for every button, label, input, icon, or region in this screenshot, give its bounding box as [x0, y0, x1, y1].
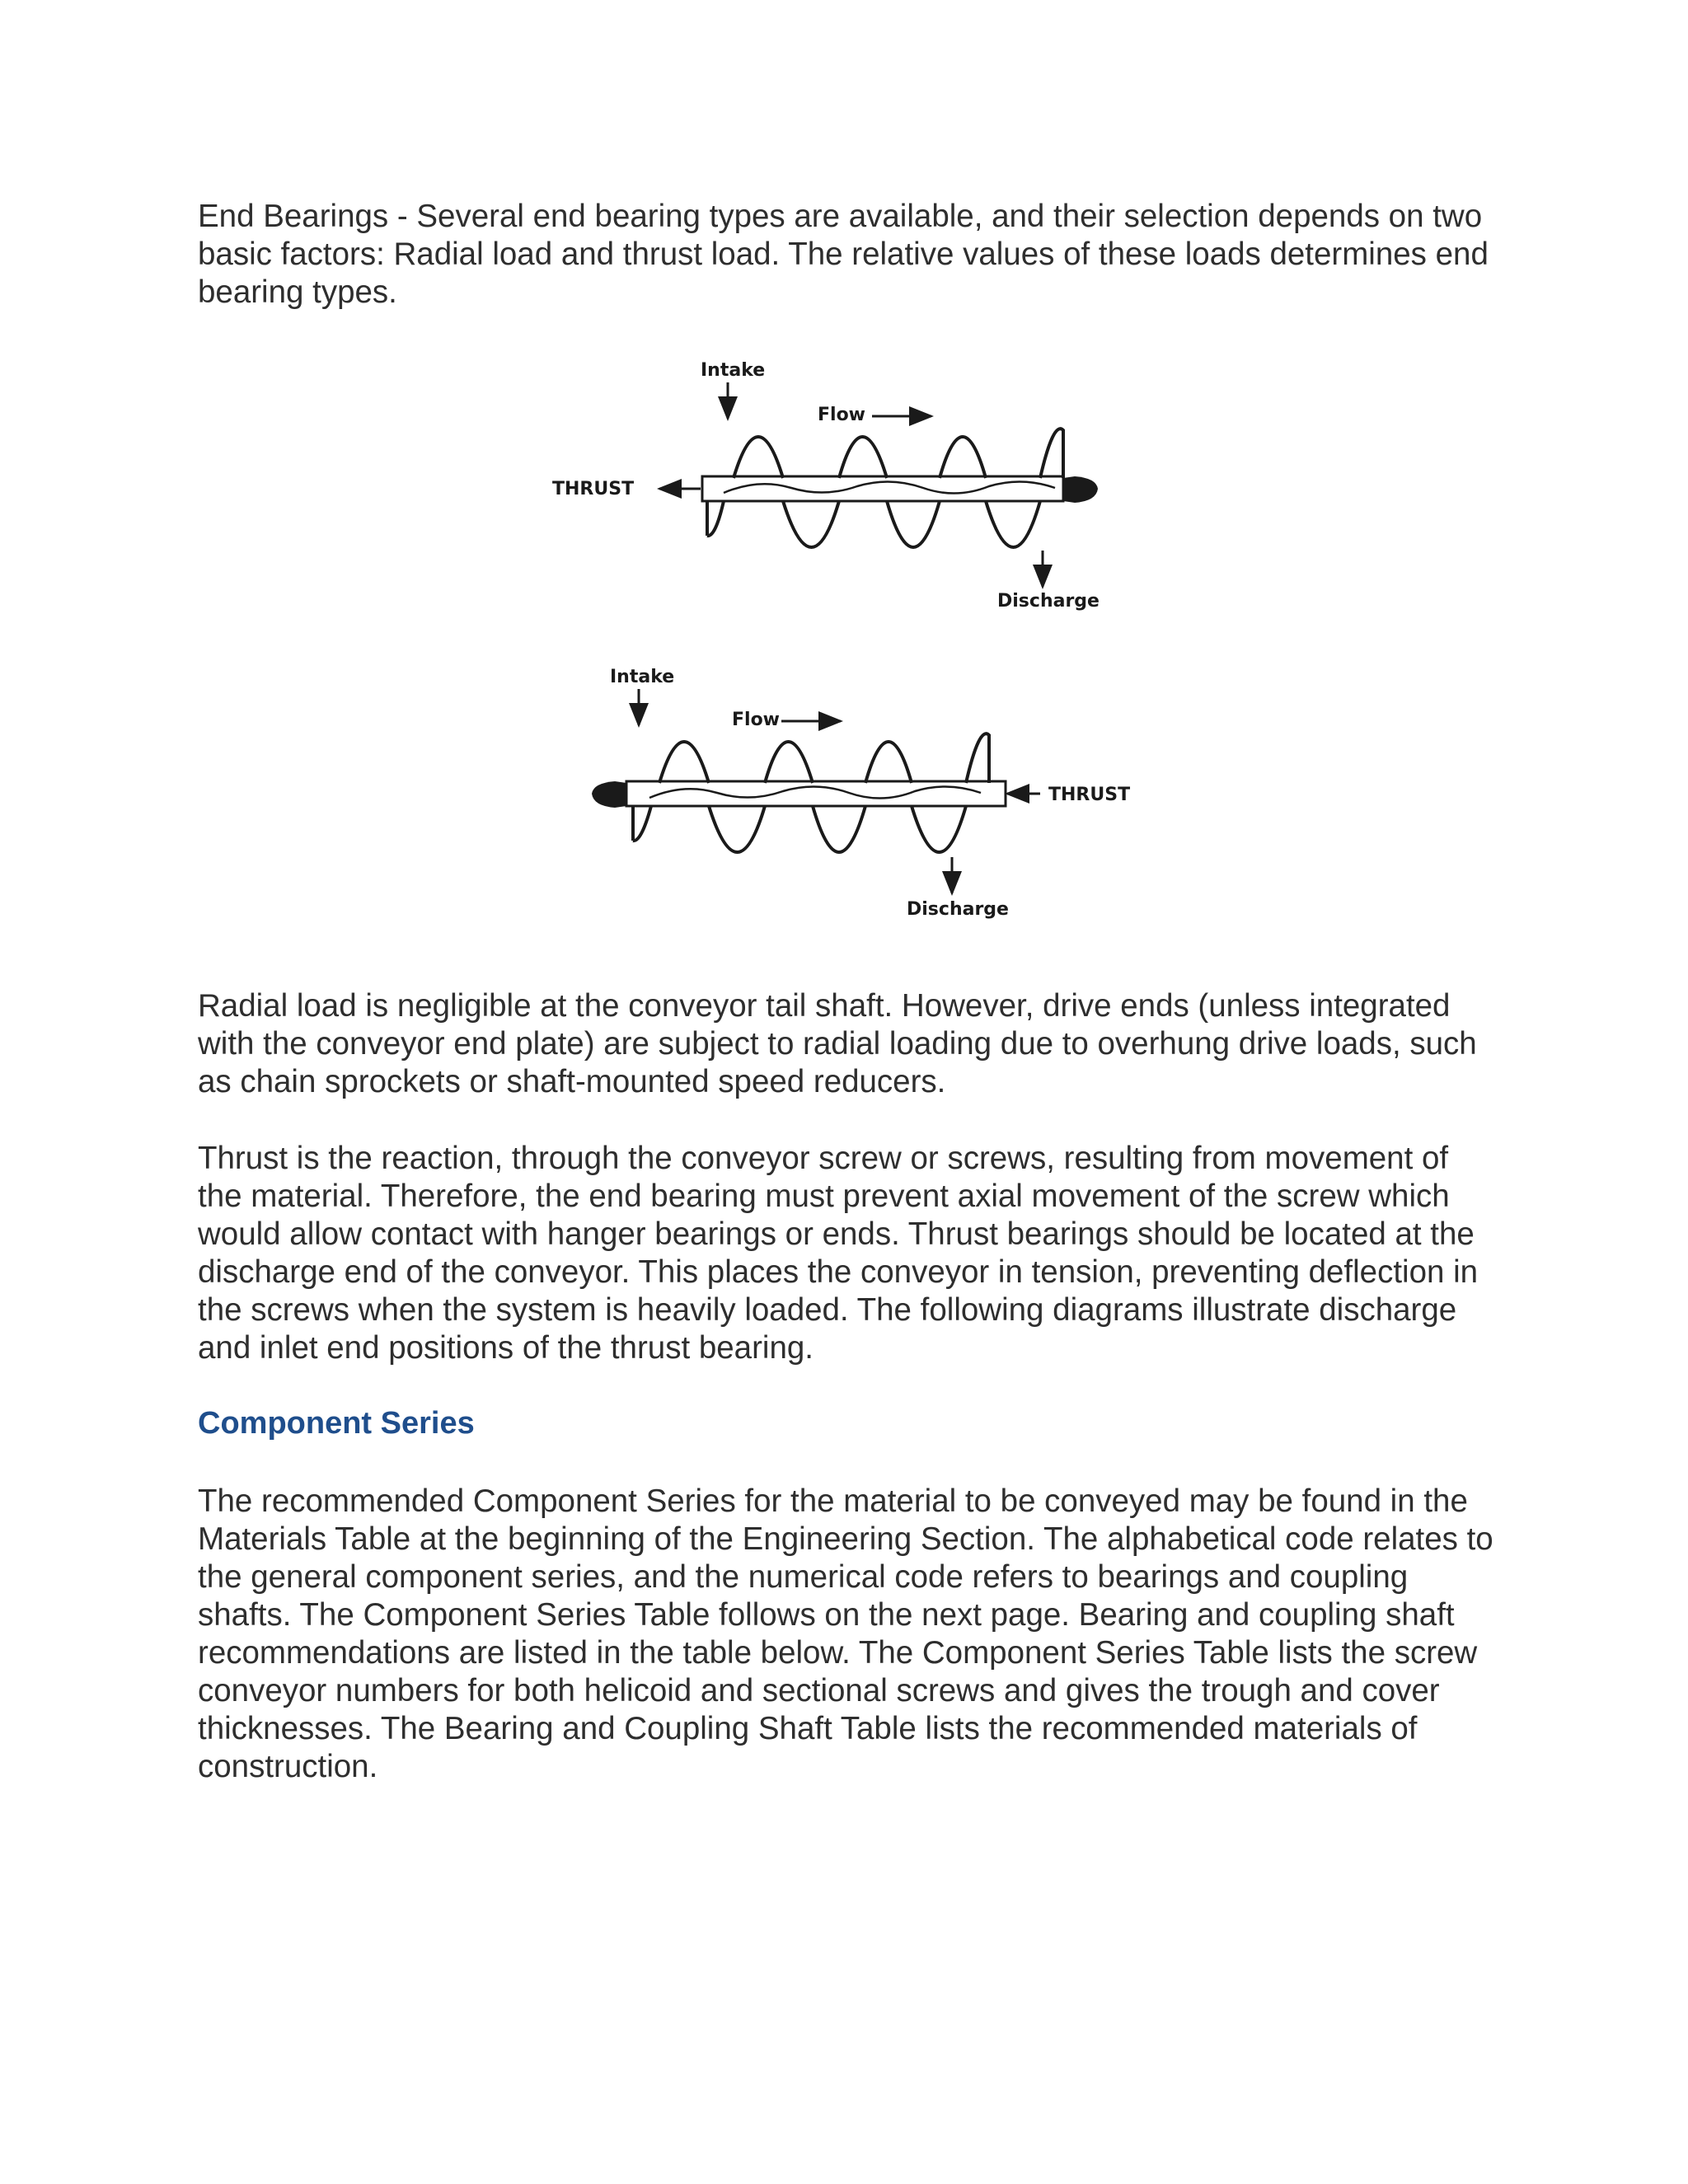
bottom-drive-bearing-icon — [592, 781, 626, 808]
end-bearings-paragraph: End Bearings - Several end bearing types are available, and their selection depends on two basic factors: Radial load and thrust load. The relative values of these loads determines end bearing types. — [198, 199, 1489, 310]
bottom-discharge-label: Discharge — [907, 899, 1009, 920]
bottom-shaft — [626, 781, 1006, 806]
top-drive-bearing-icon — [1063, 476, 1098, 503]
top-thrust-label: THRUST — [552, 479, 635, 499]
component-series-heading: Component Series — [198, 1406, 475, 1441]
bottom-flow-label: Flow — [732, 710, 781, 730]
top-discharge-label: Discharge — [997, 591, 1100, 612]
top-shaft — [702, 476, 1063, 501]
bottom-intake-label: Intake — [610, 667, 675, 687]
top-conveyor — [552, 360, 1100, 612]
top-flow-label: Flow — [818, 405, 866, 425]
screw-conveyor-thrust-diagram — [528, 346, 1154, 948]
thrust-paragraph: Thrust is the reaction, through the conveyor screw or screws, resulting from movement of the material. Therefore, the end bearing must prevent axial movement of the screw which would allow contact with hanger bearings or ends. Thrust bearings should be located at the discharge end of the conveyor. This places the conveyor in tension, preventing deflection in the screws when the system is heavily loaded. The following diagrams illustrate discharge and inlet end positions of the thrust bearing. — [198, 1141, 1479, 1366]
bottom-thrust-label: THRUST — [1048, 785, 1131, 805]
top-intake-label: Intake — [701, 360, 766, 381]
bottom-conveyor — [592, 667, 1130, 920]
radial-load-paragraph: Radial load is negligible at the conveyor tail shaft. However, drive ends (unless integrated with the conveyor end plate) are subject to radial loading due to overhung drive loads, such as chain sprockets or shaft-mounted speed reducers. — [198, 988, 1477, 1099]
component-series-paragraph: The recommended Component Series for the material to be conveyed may be found in the Materials Table at the beginning of the Engineering Section. The alphabetical code relates to the general component series, and the numerical code refers to bearings and coupling shafts. The Component Series Table follows on the next page. Bearing and coupling shaft recommendations are listed in the table below. The Component Series Table lists the screw conveyor numbers for both helicoid and sectional screws and gives the trough and cover thicknesses. The Bearing and Coupling Shaft Table lists the recommended materials of construction. — [198, 1483, 1493, 1784]
